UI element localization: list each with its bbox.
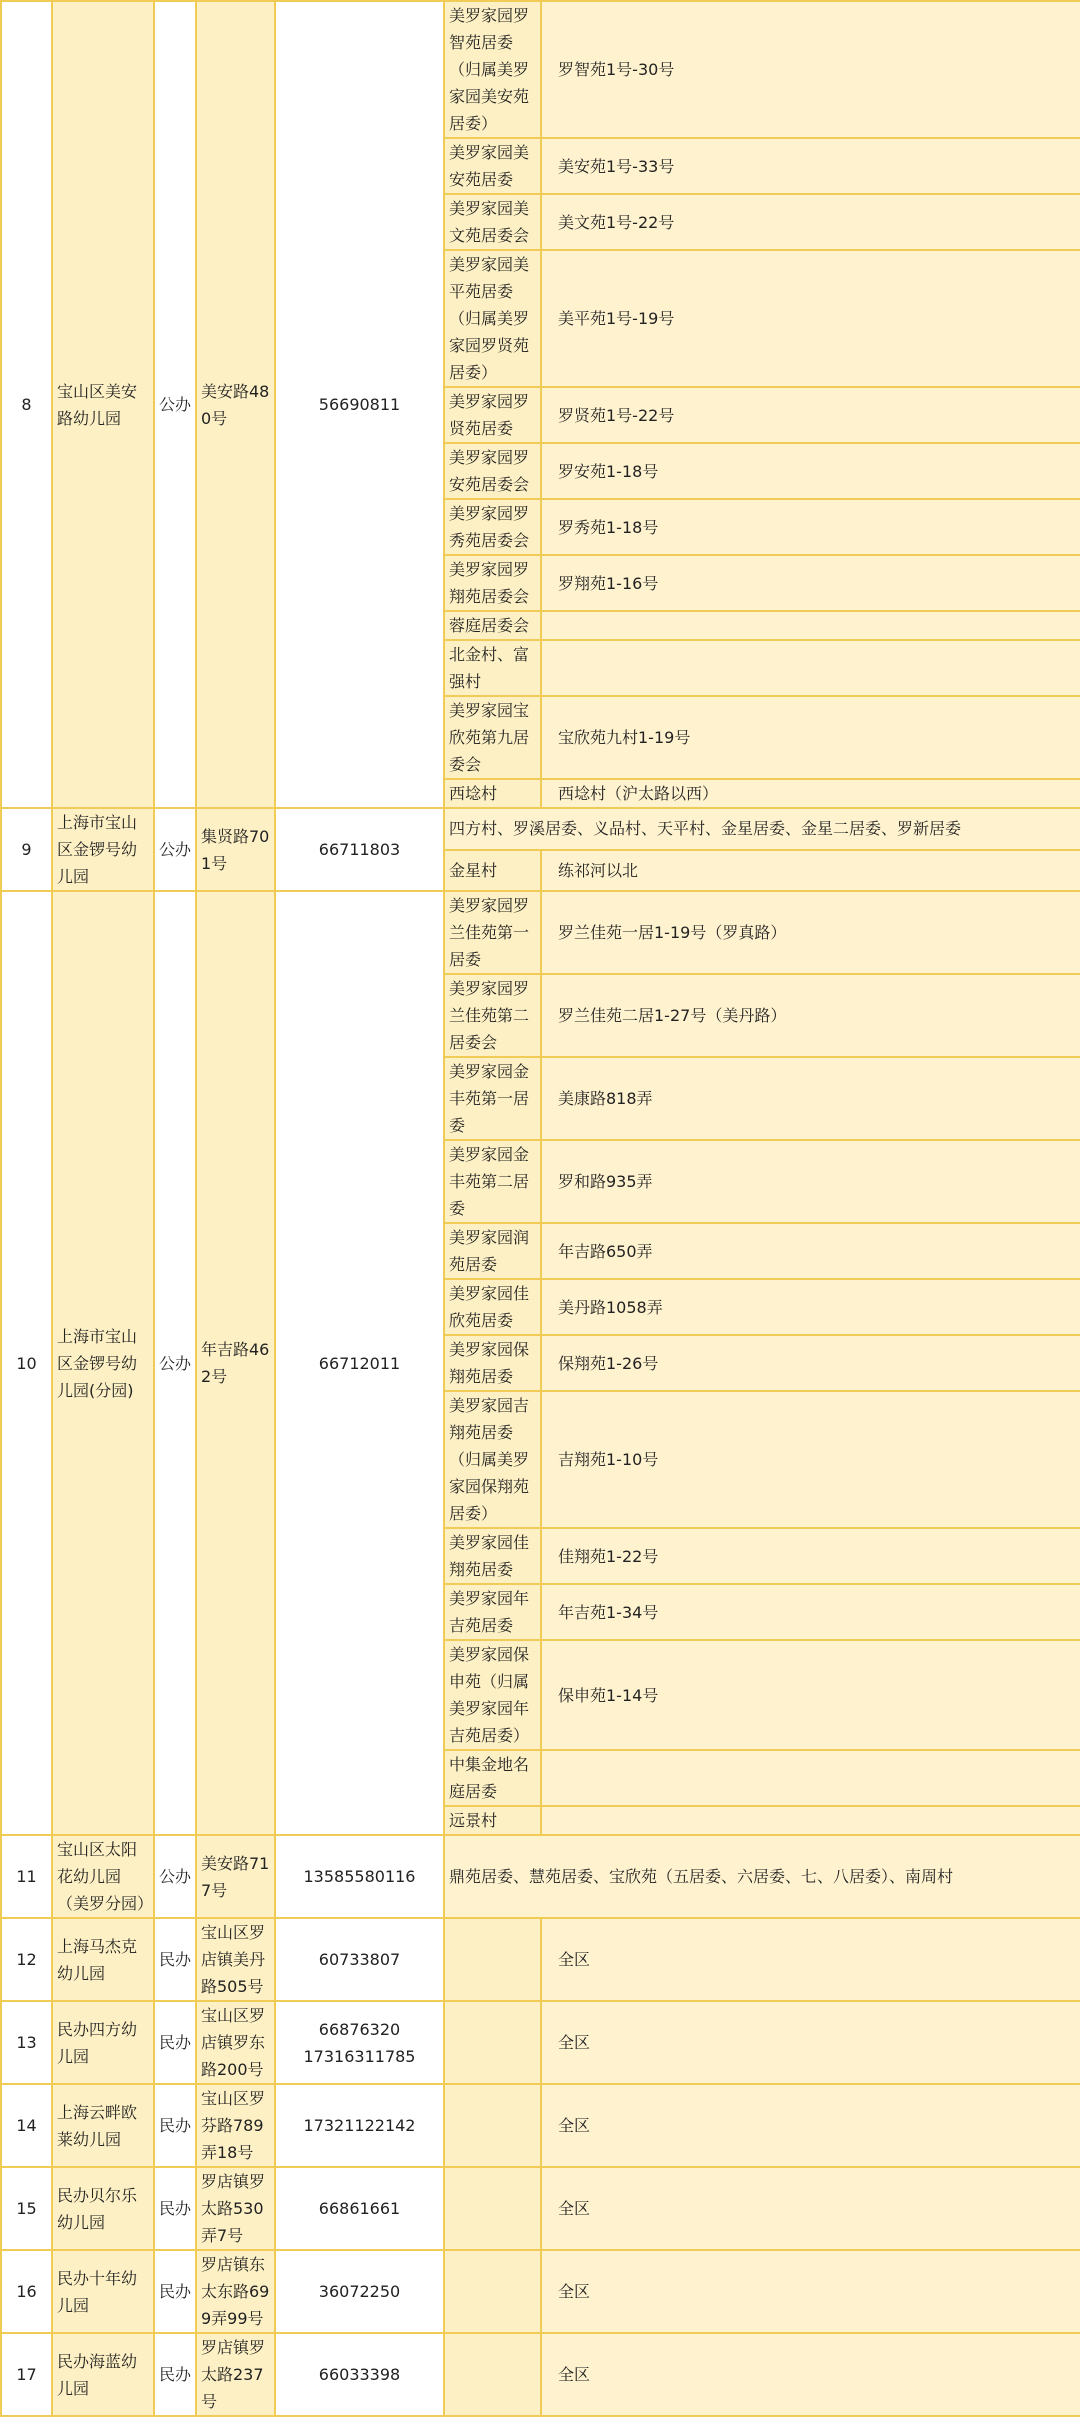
kindergarten-type: 民办 (154, 1918, 196, 2001)
district-full: 四方村、罗溪居委、义品村、天平村、金星居委、金星二居委、罗新居委 (444, 808, 1080, 850)
service-area: 西埝村（沪太路以西） (541, 779, 1080, 808)
service-area: 罗兰佳苑一居1-19号（罗真路） (541, 891, 1080, 974)
phone-number: 36072250 (275, 2250, 444, 2333)
row-number: 11 (1, 1835, 52, 1918)
community-name: 美罗家园金丰苑第二居委 (444, 1140, 541, 1223)
community-name: 北金村、富强村 (444, 640, 541, 696)
row-number: 8 (1, 1, 52, 808)
community-name: 美罗家园佳欣苑居委 (444, 1279, 541, 1335)
row-number: 17 (1, 2333, 52, 2416)
service-area: 佳翔苑1-22号 (541, 1528, 1080, 1584)
service-area: 练祁河以北 (541, 850, 1080, 892)
kindergarten-address: 美安路717号 (196, 1835, 275, 1918)
kindergarten-name: 民办十年幼儿园 (52, 2250, 154, 2333)
kindergarten-address: 罗店镇罗太路530弄7号 (196, 2167, 275, 2250)
row-number: 13 (1, 2001, 52, 2084)
service-area: 保申苑1-14号 (541, 1640, 1080, 1750)
table-row (1, 2001, 1080, 2084)
phone-number: 17321122142 (275, 2084, 444, 2167)
service-area: 罗贤苑1号-22号 (541, 387, 1080, 443)
kindergarten-name: 上海市宝山区金锣号幼儿园(分园) (52, 891, 154, 1835)
phone-number: 56690811 (275, 1, 444, 808)
kindergarten-type: 民办 (154, 2333, 196, 2416)
kindergarten-name: 民办四方幼儿园 (52, 2001, 154, 2084)
row-number: 12 (1, 1918, 52, 2001)
row-number: 10 (1, 891, 52, 1835)
community-name: 美罗家园罗翔苑居委会 (444, 555, 541, 611)
community-name: 美罗家园美平苑居委（归属美罗家园罗贤苑居委） (444, 250, 541, 387)
kindergarten-name: 上海云畔欧莱幼儿园 (52, 2084, 154, 2167)
service-area: 美文苑1号-22号 (541, 194, 1080, 250)
community-name: 美罗家园罗兰佳苑第一居委 (444, 891, 541, 974)
service-area: 全区 (541, 2167, 1080, 2250)
kindergarten-address: 罗店镇罗太路237号 (196, 2333, 275, 2416)
service-area: 罗智苑1号-30号 (541, 1, 1080, 138)
table-row (1, 808, 1080, 850)
kindergarten-address: 宝山区罗店镇罗东路200号 (196, 2001, 275, 2084)
kindergarten-name: 上海市宝山区金锣号幼儿园 (52, 808, 154, 891)
service-area: 罗翔苑1-16号 (541, 555, 1080, 611)
community-name: 美罗家园吉翔苑居委（归属美罗家园保翔苑居委） (444, 1391, 541, 1528)
community-name: 美罗家园金丰苑第一居委 (444, 1057, 541, 1140)
service-area: 宝欣苑九村1-19号 (541, 696, 1080, 779)
table-row (1, 1, 1080, 138)
community-name: 美罗家园罗智苑居委（归属美罗家园美安苑居委） (444, 1, 541, 138)
community-name: 蓉庭居委会 (444, 611, 541, 640)
service-area: 全区 (541, 2250, 1080, 2333)
kindergarten-address: 罗店镇东太东路699弄99号 (196, 2250, 275, 2333)
kindergarten-type: 公办 (154, 1, 196, 808)
community-name: 美罗家园宝欣苑第九居委会 (444, 696, 541, 779)
kindergarten-name: 民办海蓝幼儿园 (52, 2333, 154, 2416)
service-area (541, 1806, 1080, 1835)
table-row (1, 2250, 1080, 2333)
table-body (1, 1, 1080, 2416)
service-area: 全区 (541, 2001, 1080, 2084)
service-area: 年吉苑1-34号 (541, 1584, 1080, 1640)
phone-number: 66876320 17316311785 (275, 2001, 444, 2084)
community-name (444, 1918, 541, 2001)
service-area: 罗和路935弄 (541, 1140, 1080, 1223)
kindergarten-address: 年吉路462号 (196, 891, 275, 1835)
community-name: 美罗家园罗安苑居委会 (444, 443, 541, 499)
kindergarten-type: 民办 (154, 2250, 196, 2333)
service-area: 吉翔苑1-10号 (541, 1391, 1080, 1528)
row-number: 15 (1, 2167, 52, 2250)
table-row (1, 891, 1080, 974)
service-area: 全区 (541, 1918, 1080, 2001)
phone-number: 13585580116 (275, 1835, 444, 1918)
community-name (444, 2084, 541, 2167)
community-name (444, 2333, 541, 2416)
community-name: 美罗家园佳翔苑居委 (444, 1528, 541, 1584)
service-area (541, 611, 1080, 640)
kindergarten-address: 宝山区罗芬路789弄18号 (196, 2084, 275, 2167)
kindergarten-type: 民办 (154, 2001, 196, 2084)
kindergarten-type: 民办 (154, 2167, 196, 2250)
district-full: 鼎苑居委、慧苑居委、宝欣苑（五居委、六居委、七、八居委）、南周村 (444, 1835, 1080, 1918)
kindergarten-address: 宝山区罗店镇美丹路505号 (196, 1918, 275, 2001)
kindergarten-name: 上海马杰克幼儿园 (52, 1918, 154, 2001)
community-name: 美罗家园罗秀苑居委会 (444, 499, 541, 555)
community-name: 中集金地名庭居委 (444, 1750, 541, 1806)
service-area: 罗兰佳苑二居1-27号（美丹路） (541, 974, 1080, 1057)
community-name: 金星村 (444, 850, 541, 892)
service-area (541, 640, 1080, 696)
service-area (541, 1750, 1080, 1806)
service-area: 美丹路1058弄 (541, 1279, 1080, 1335)
phone-number: 60733807 (275, 1918, 444, 2001)
service-area: 美康路818弄 (541, 1057, 1080, 1140)
service-area: 罗安苑1-18号 (541, 443, 1080, 499)
service-area: 罗秀苑1-18号 (541, 499, 1080, 555)
community-name: 美罗家园美安苑居委 (444, 138, 541, 194)
phone-number: 66033398 (275, 2333, 444, 2416)
community-name (444, 2001, 541, 2084)
kindergarten-address: 集贤路701号 (196, 808, 275, 891)
table-row (1, 2167, 1080, 2250)
community-name: 美罗家园美文苑居委会 (444, 194, 541, 250)
service-area: 美平苑1号-19号 (541, 250, 1080, 387)
table-row (1, 2333, 1080, 2416)
service-area: 年吉路650弄 (541, 1223, 1080, 1279)
service-area: 美安苑1号-33号 (541, 138, 1080, 194)
community-name (444, 2167, 541, 2250)
kindergarten-name: 宝山区美安路幼儿园 (52, 1, 154, 808)
community-name: 美罗家园罗兰佳苑第二居委会 (444, 974, 541, 1057)
table-row (1, 2084, 1080, 2167)
table-row (1, 1918, 1080, 2001)
row-number: 9 (1, 808, 52, 891)
service-area: 保翔苑1-26号 (541, 1335, 1080, 1391)
phone-number: 66711803 (275, 808, 444, 891)
community-name: 美罗家园润苑居委 (444, 1223, 541, 1279)
community-name: 美罗家园年吉苑居委 (444, 1584, 541, 1640)
community-name: 远景村 (444, 1806, 541, 1835)
row-number: 14 (1, 2084, 52, 2167)
community-name: 美罗家园罗贤苑居委 (444, 387, 541, 443)
kindergarten-name: 民办贝尔乐幼儿园 (52, 2167, 154, 2250)
kindergarten-type: 公办 (154, 1835, 196, 1918)
community-name: 美罗家园保翔苑居委 (444, 1335, 541, 1391)
service-area: 全区 (541, 2084, 1080, 2167)
community-name (444, 2250, 541, 2333)
service-area: 全区 (541, 2333, 1080, 2416)
kindergarten-type: 民办 (154, 2084, 196, 2167)
community-name: 西埝村 (444, 779, 541, 808)
kindergarten-type: 公办 (154, 808, 196, 891)
row-number: 16 (1, 2250, 52, 2333)
community-name: 美罗家园保申苑（归属美罗家园年吉苑居委） (444, 1640, 541, 1750)
phone-number: 66712011 (275, 891, 444, 1835)
kindergarten-address: 美安路480号 (196, 1, 275, 808)
kindergarten-type: 公办 (154, 891, 196, 1835)
kindergarten-name: 宝山区太阳花幼儿园（美罗分园） (52, 1835, 154, 1918)
table-row (1, 1835, 1080, 1918)
phone-number: 66861661 (275, 2167, 444, 2250)
